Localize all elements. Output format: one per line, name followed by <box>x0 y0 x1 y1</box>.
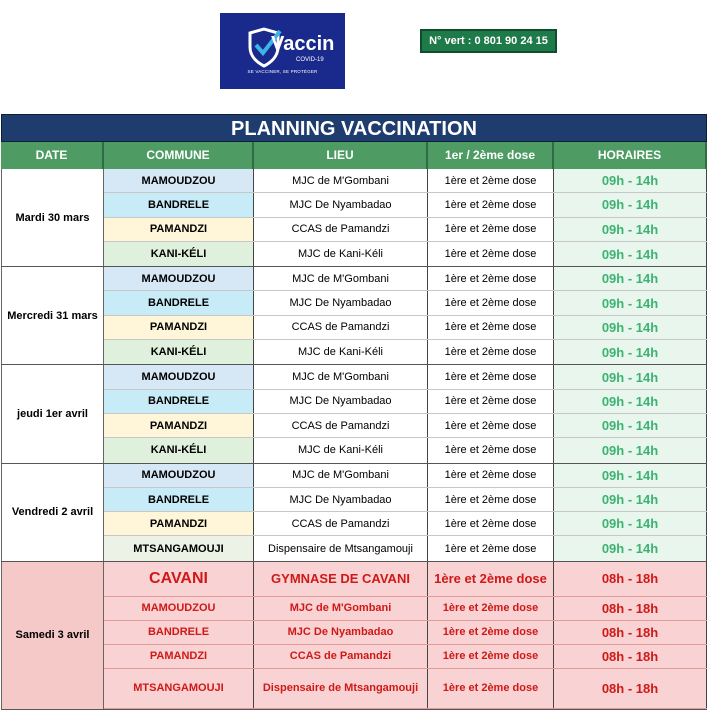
header-lieu: LIEU <box>254 142 428 169</box>
hours-cell: 09h - 14h <box>554 512 707 535</box>
commune-cell: MAMOUDZOU <box>104 365 254 388</box>
dose-cell: 1ère et 2ème dose <box>428 218 554 241</box>
hours-cell: 09h - 14h <box>554 218 707 241</box>
table-body <box>1 169 707 710</box>
table-row <box>104 488 707 512</box>
header-date: DATE <box>1 142 104 169</box>
lieu-cell: MJC De Nyambadao <box>254 488 428 511</box>
header-horaires: HORAIRES <box>554 142 707 169</box>
hours-cell: 09h - 14h <box>554 316 707 339</box>
logo-text: Vaccin <box>271 33 335 55</box>
commune-cell: MAMOUDZOU <box>104 267 254 290</box>
logo-subtext: COVID-19 <box>296 57 324 63</box>
table-row <box>104 316 707 340</box>
table-row <box>104 438 707 462</box>
table-row <box>104 169 707 193</box>
dose-cell: 1ère et 2ème dose <box>428 242 554 266</box>
lieu-cell: CCAS de Pamandzi <box>254 645 428 668</box>
date-cell: Vendredi 2 avril <box>1 464 104 561</box>
commune-cell: PAMANDZI <box>104 316 254 339</box>
lieu-cell: MJC De Nyambadao <box>254 621 428 644</box>
date-cell: jeudi 1er avril <box>1 365 104 462</box>
hours-cell: 08h - 18h <box>554 669 707 708</box>
dose-cell: 1ère et 2ème dose <box>428 390 554 413</box>
header-commune: COMMUNE <box>104 142 254 169</box>
dose-cell: 1ère et 2ème dose <box>428 669 554 708</box>
lieu-cell: CCAS de Pamandzi <box>254 218 428 241</box>
date-block <box>1 365 707 463</box>
dose-cell: 1ère et 2ème dose <box>428 365 554 388</box>
dose-cell: 1ère et 2ème dose <box>428 267 554 290</box>
commune-cell: PAMANDZI <box>104 512 254 535</box>
hours-cell: 09h - 14h <box>554 390 707 413</box>
date-cell: Mardi 30 mars <box>1 169 104 266</box>
commune-cell: BANDRELE <box>104 390 254 413</box>
table-row <box>104 645 707 669</box>
hours-cell: 09h - 14h <box>554 365 707 388</box>
commune-cell: PAMANDZI <box>104 645 254 668</box>
hours-cell: 09h - 14h <box>554 536 707 560</box>
table-row <box>104 536 707 560</box>
dose-cell: 1ère et 2ème dose <box>428 169 554 192</box>
table-row <box>104 193 707 217</box>
table-row <box>104 414 707 438</box>
dose-cell: 1ère et 2ème dose <box>428 621 554 644</box>
dose-cell: 1ère et 2ème dose <box>428 193 554 216</box>
hours-cell: 09h - 14h <box>554 291 707 314</box>
hours-cell: 09h - 14h <box>554 193 707 216</box>
lieu-cell: MJC De Nyambadao <box>254 193 428 216</box>
logo-tagline: SE VACCINER, SE PROTÉGER <box>247 69 318 74</box>
lieu-cell: MJC de Kani-Kéli <box>254 242 428 266</box>
lieu-cell: CCAS de Pamandzi <box>254 316 428 339</box>
dose-cell: 1ère et 2ème dose <box>428 340 554 364</box>
dose-cell: 1ère et 2ème dose <box>428 512 554 535</box>
lieu-cell: MJC de Kani-Kéli <box>254 438 428 462</box>
commune-cell: MAMOUDZOU <box>104 464 254 487</box>
dose-cell: 1ère et 2ème dose <box>428 597 554 620</box>
dose-cell: 1ère et 2ème dose <box>428 291 554 314</box>
table-row <box>104 669 707 709</box>
lieu-cell: MJC de M'Gombani <box>254 365 428 388</box>
commune-cell: BANDRELE <box>104 621 254 644</box>
dose-cell: 1ère et 2ème dose <box>428 316 554 339</box>
hours-cell: 09h - 14h <box>554 340 707 364</box>
table-row <box>104 390 707 414</box>
lieu-cell: MJC De Nyambadao <box>254 390 428 413</box>
table-row <box>104 267 707 291</box>
table-row <box>104 464 707 488</box>
hours-cell: 08h - 18h <box>554 597 707 620</box>
date-block <box>1 562 707 710</box>
commune-cell: KANI-KÉLI <box>104 438 254 462</box>
date-cell: Mercredi 31 mars <box>1 267 104 364</box>
dose-cell: 1ère et 2ème dose <box>428 562 554 596</box>
commune-cell: MAMOUDZOU <box>104 169 254 192</box>
lieu-cell: MJC de M'Gombani <box>254 267 428 290</box>
dose-cell: 1ère et 2ème dose <box>428 464 554 487</box>
table-row <box>104 218 707 242</box>
table-row <box>104 365 707 389</box>
vaccination-table <box>1 114 707 710</box>
date-block <box>1 169 707 267</box>
lieu-cell: CCAS de Pamandzi <box>254 414 428 437</box>
table-row <box>104 340 707 364</box>
lieu-cell: MJC de M'Gombani <box>254 169 428 192</box>
commune-cell: MTSANGAMOUJI <box>104 536 254 560</box>
hours-cell: 09h - 14h <box>554 464 707 487</box>
hours-cell: 09h - 14h <box>554 267 707 290</box>
date-cell: Samedi 3 avril <box>1 562 104 709</box>
lieu-cell: MJC de M'Gombani <box>254 597 428 620</box>
hours-cell: 08h - 18h <box>554 645 707 668</box>
dose-cell: 1ère et 2ème dose <box>428 488 554 511</box>
table-header <box>1 142 707 169</box>
hours-cell: 09h - 14h <box>554 169 707 192</box>
commune-cell: PAMANDZI <box>104 414 254 437</box>
hours-cell: 09h - 14h <box>554 438 707 462</box>
commune-cell: KANI-KÉLI <box>104 242 254 266</box>
commune-cell: PAMANDZI <box>104 218 254 241</box>
dose-cell: 1ère et 2ème dose <box>428 645 554 668</box>
commune-cell: BANDRELE <box>104 193 254 216</box>
table-row <box>104 562 707 597</box>
table-row <box>104 242 707 266</box>
dose-cell: 1ère et 2ème dose <box>428 536 554 560</box>
table-row <box>104 621 707 645</box>
commune-cell: BANDRELE <box>104 488 254 511</box>
hours-cell: 09h - 14h <box>554 488 707 511</box>
lieu-cell: MJC de Kani-Kéli <box>254 340 428 364</box>
table-row <box>104 512 707 536</box>
commune-cell: BANDRELE <box>104 291 254 314</box>
date-block <box>1 464 707 562</box>
commune-cell: MAMOUDZOU <box>104 597 254 620</box>
lieu-cell: CCAS de Pamandzi <box>254 512 428 535</box>
lieu-cell: Dispensaire de Mtsangamouji <box>254 669 428 708</box>
date-block <box>1 267 707 365</box>
hours-cell: 09h - 14h <box>554 242 707 266</box>
dose-cell: 1ère et 2ème dose <box>428 438 554 462</box>
vaccin-logo <box>220 13 345 89</box>
hours-cell: 08h - 18h <box>554 621 707 644</box>
lieu-cell: GYMNASE DE CAVANI <box>254 562 428 596</box>
lieu-cell: MJC de M'Gombani <box>254 464 428 487</box>
table-row <box>104 291 707 315</box>
commune-cell: KANI-KÉLI <box>104 340 254 364</box>
commune-cell: MTSANGAMOUJI <box>104 669 254 708</box>
hours-cell: 09h - 14h <box>554 414 707 437</box>
lieu-cell: Dispensaire de Mtsangamouji <box>254 536 428 560</box>
dose-cell: 1ère et 2ème dose <box>428 414 554 437</box>
hours-cell: 08h - 18h <box>554 562 707 596</box>
table-title: PLANNING VACCINATION <box>1 114 707 142</box>
table-row <box>104 597 707 621</box>
hotline-badge: N° vert : 0 801 90 24 15 <box>420 29 557 53</box>
commune-cell: CAVANI <box>104 562 254 596</box>
header-dose: 1er / 2ème dose <box>428 142 554 169</box>
lieu-cell: MJC De Nyambadao <box>254 291 428 314</box>
